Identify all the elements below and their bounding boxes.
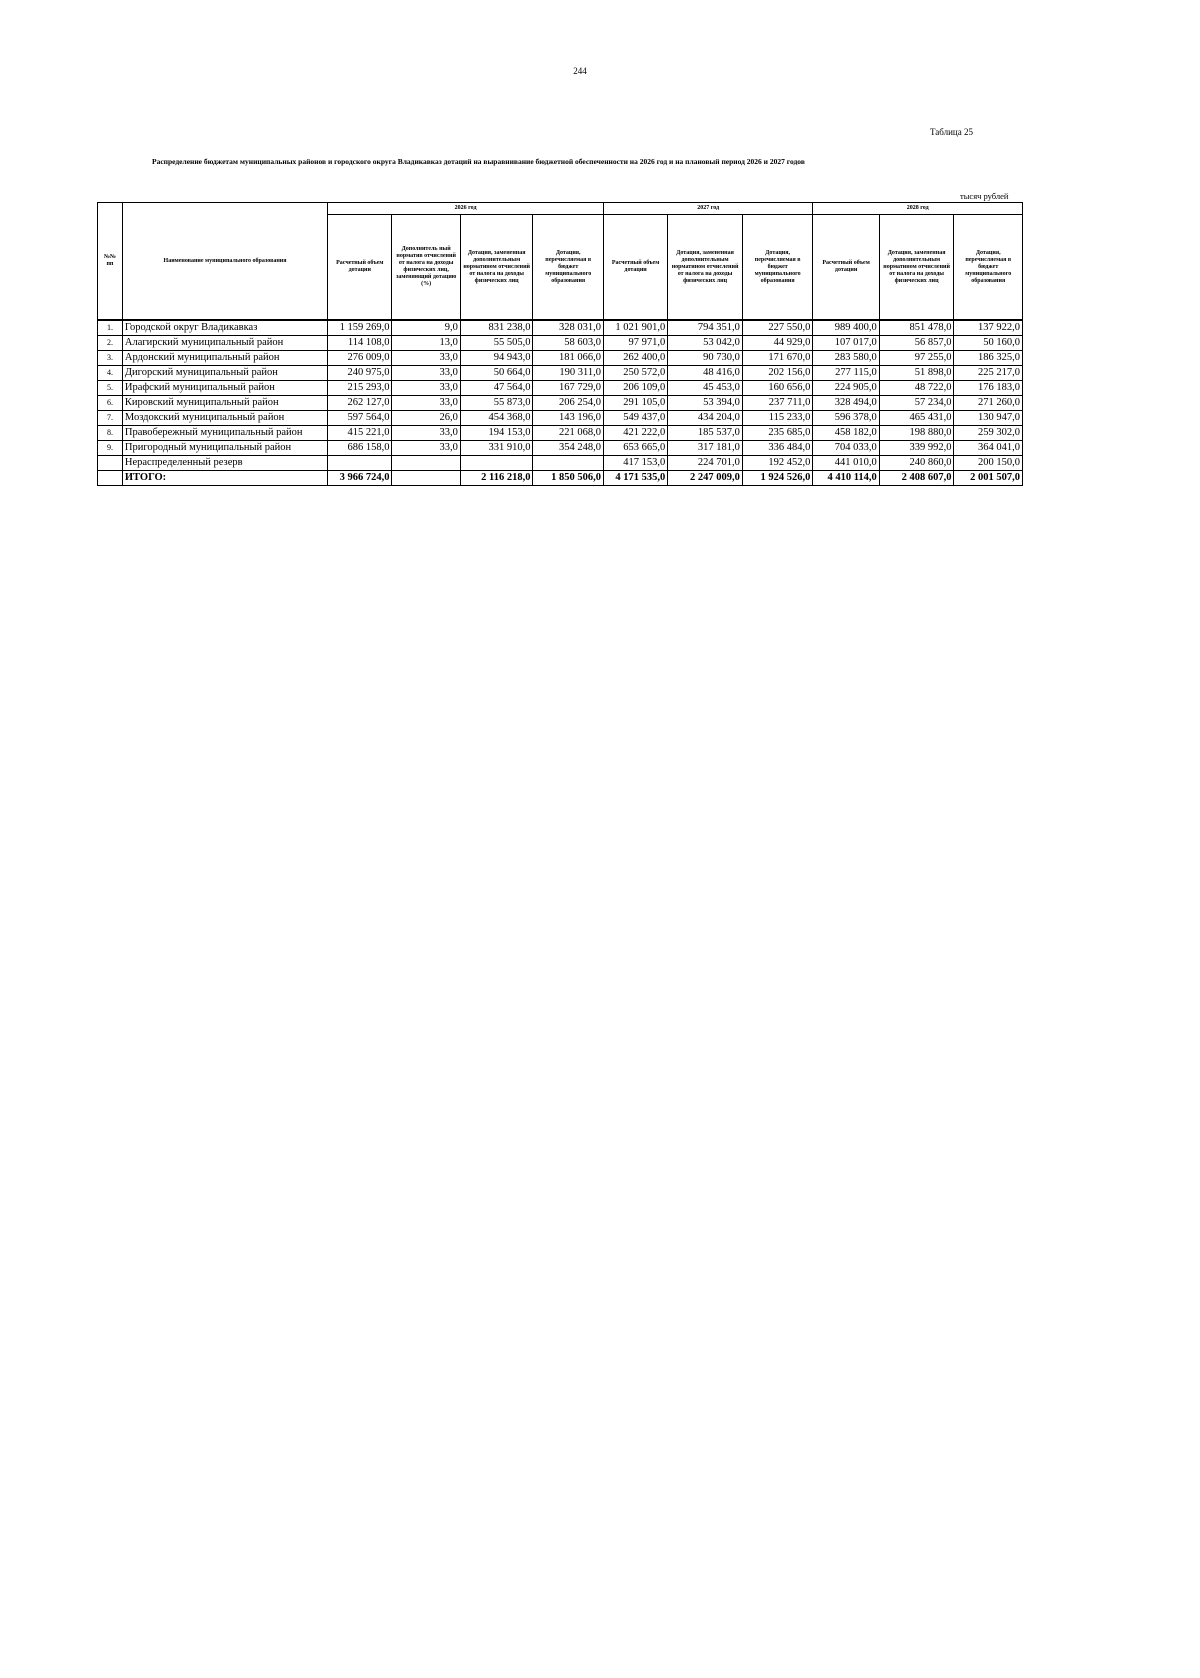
- row-value: 224 905,0: [813, 381, 879, 396]
- total-value: 2 408 607,0: [879, 471, 954, 486]
- row-value: 53 042,0: [668, 336, 743, 351]
- total-value: 4 171 535,0: [603, 471, 667, 486]
- row-number: 2.: [98, 336, 123, 351]
- row-value: 989 400,0: [813, 320, 879, 336]
- row-value: 276 009,0: [328, 351, 392, 366]
- row-value: 33,0: [392, 381, 460, 396]
- row-value: 317 181,0: [668, 441, 743, 456]
- row-number: 6.: [98, 396, 123, 411]
- row-value: [533, 456, 604, 471]
- row-number: 7.: [98, 411, 123, 426]
- row-name: Городской округ Владикавказ: [122, 320, 327, 336]
- header-2028-calc: Расчетный объем дотации: [813, 215, 879, 321]
- header-2026-norm: Дополнитель ный норматив отчислений от налога на доходы физических лиц, заменяющий дотацию (%): [392, 215, 460, 321]
- row-value: [328, 456, 392, 471]
- header-2027-transferred: Дотация, перечисляемая в бюджет муниципального образования: [742, 215, 813, 321]
- row-value: 181 066,0: [533, 351, 604, 366]
- row-value: 215 293,0: [328, 381, 392, 396]
- units-label: тысяч рублей: [960, 191, 1009, 201]
- row-value: 206 254,0: [533, 396, 604, 411]
- header-num: №№ пп: [98, 203, 123, 321]
- row-name: Кировский муниципальный район: [122, 396, 327, 411]
- row-value: 48 722,0: [879, 381, 954, 396]
- row-value: 686 158,0: [328, 441, 392, 456]
- row-value: 57 234,0: [879, 396, 954, 411]
- row-value: 831 238,0: [460, 320, 533, 336]
- row-value: 55 505,0: [460, 336, 533, 351]
- row-value: 1 159 269,0: [328, 320, 392, 336]
- row-value: 115 233,0: [742, 411, 813, 426]
- row-value: 549 437,0: [603, 411, 667, 426]
- row-value: 283 580,0: [813, 351, 879, 366]
- row-value: 221 068,0: [533, 426, 604, 441]
- row-value: 202 156,0: [742, 366, 813, 381]
- row-value: 339 992,0: [879, 441, 954, 456]
- row-value: 190 311,0: [533, 366, 604, 381]
- row-value: 130 947,0: [954, 411, 1023, 426]
- row-value: 33,0: [392, 426, 460, 441]
- row-value: 107 017,0: [813, 336, 879, 351]
- row-value: 240 975,0: [328, 366, 392, 381]
- row-value: 328 494,0: [813, 396, 879, 411]
- header-2028-transferred: Дотация, перечисляемая в бюджет муниципального образования: [954, 215, 1023, 321]
- row-number: 8.: [98, 426, 123, 441]
- table-row: [98, 441, 1023, 456]
- row-value: 51 898,0: [879, 366, 954, 381]
- row-value: 434 204,0: [668, 411, 743, 426]
- row-value: 90 730,0: [668, 351, 743, 366]
- row-value: 250 572,0: [603, 366, 667, 381]
- row-value: 441 010,0: [813, 456, 879, 471]
- row-value: 50 160,0: [954, 336, 1023, 351]
- header-year-2027: 2027 год: [603, 203, 812, 215]
- row-value: 194 153,0: [460, 426, 533, 441]
- row-value: 417 153,0: [603, 456, 667, 471]
- row-value: 192 452,0: [742, 456, 813, 471]
- row-value: 176 183,0: [954, 381, 1023, 396]
- row-value: 45 453,0: [668, 381, 743, 396]
- row-value: 185 537,0: [668, 426, 743, 441]
- row-value: 421 222,0: [603, 426, 667, 441]
- row-value: 465 431,0: [879, 411, 954, 426]
- table-row: [98, 366, 1023, 381]
- total-value: 1 850 506,0: [533, 471, 604, 486]
- row-value: 454 368,0: [460, 411, 533, 426]
- row-value: 596 378,0: [813, 411, 879, 426]
- row-value: 354 248,0: [533, 441, 604, 456]
- total-value: 1 924 526,0: [742, 471, 813, 486]
- row-value: [460, 456, 533, 471]
- row-value: 1 021 901,0: [603, 320, 667, 336]
- row-value: 227 550,0: [742, 320, 813, 336]
- table-row: [98, 320, 1023, 336]
- header-2026-transferred: Дотация, перечисляемая в бюджет муниципального образования: [533, 215, 604, 321]
- row-value: 198 880,0: [879, 426, 954, 441]
- row-value: 9,0: [392, 320, 460, 336]
- table-row: [98, 411, 1023, 426]
- row-number: 5.: [98, 381, 123, 396]
- row-value: 851 478,0: [879, 320, 954, 336]
- row-value: 794 351,0: [668, 320, 743, 336]
- header-year-2026: 2026 год: [328, 203, 604, 215]
- row-value: 48 416,0: [668, 366, 743, 381]
- total-value: 2 116 218,0: [460, 471, 533, 486]
- row-value: 259 302,0: [954, 426, 1023, 441]
- header-2027-calc: Расчетный объем дотации: [603, 215, 667, 321]
- row-value: 137 922,0: [954, 320, 1023, 336]
- row-name: Нераспределенный резерв: [122, 456, 327, 471]
- row-name: Правобережный муниципальный район: [122, 426, 327, 441]
- row-value: 50 664,0: [460, 366, 533, 381]
- row-value: 167 729,0: [533, 381, 604, 396]
- table-row: [98, 351, 1023, 366]
- row-value: 653 665,0: [603, 441, 667, 456]
- row-value: 171 670,0: [742, 351, 813, 366]
- row-value: 143 196,0: [533, 411, 604, 426]
- row-name: Ирафский муниципальный район: [122, 381, 327, 396]
- document-title: Распределение бюджетам муниципальных районов и городского округа Владикавказ дотаций на выравнивание бюджетной обеспеченности на 2026 год и на плановый период 2026 и 2027 годов: [152, 157, 805, 166]
- row-value: 262 400,0: [603, 351, 667, 366]
- row-value: 364 041,0: [954, 441, 1023, 456]
- row-value: [392, 456, 460, 471]
- header-2026-replaced: Дотация, замененная дополнительным норматином отчислений от налога на доходы физических лиц: [460, 215, 533, 321]
- row-value: 55 873,0: [460, 396, 533, 411]
- row-value: 206 109,0: [603, 381, 667, 396]
- row-value: 235 685,0: [742, 426, 813, 441]
- row-value: 33,0: [392, 441, 460, 456]
- row-name: Моздокский муниципальный район: [122, 411, 327, 426]
- row-name: Дигорский муниципальный район: [122, 366, 327, 381]
- table-row: [98, 456, 1023, 471]
- total-value: 3 966 724,0: [328, 471, 392, 486]
- header-2026-calc: Расчетный объем дотации: [328, 215, 392, 321]
- row-value: 224 701,0: [668, 456, 743, 471]
- total-number: [98, 471, 123, 486]
- table-label: Таблица 25: [930, 127, 973, 137]
- row-value: 56 857,0: [879, 336, 954, 351]
- row-value: 262 127,0: [328, 396, 392, 411]
- row-value: 597 564,0: [328, 411, 392, 426]
- total-value: [392, 471, 460, 486]
- row-value: 458 182,0: [813, 426, 879, 441]
- table-row: [98, 336, 1023, 351]
- row-value: 47 564,0: [460, 381, 533, 396]
- row-value: 336 484,0: [742, 441, 813, 456]
- table-row: [98, 426, 1023, 441]
- row-value: 291 105,0: [603, 396, 667, 411]
- row-number: 9.: [98, 441, 123, 456]
- row-value: 97 971,0: [603, 336, 667, 351]
- row-value: 58 603,0: [533, 336, 604, 351]
- row-value: 13,0: [392, 336, 460, 351]
- row-number: [98, 456, 123, 471]
- total-value: 4 410 114,0: [813, 471, 879, 486]
- total-value: 2 001 507,0: [954, 471, 1023, 486]
- row-value: 328 031,0: [533, 320, 604, 336]
- row-value: 33,0: [392, 351, 460, 366]
- row-name: Пригородный муниципальный район: [122, 441, 327, 456]
- table-row: [98, 381, 1023, 396]
- row-value: 160 656,0: [742, 381, 813, 396]
- header-year-2028: 2028 год: [813, 203, 1023, 215]
- row-number: 3.: [98, 351, 123, 366]
- total-row: [98, 471, 1023, 486]
- header-2028-replaced: Дотация, замененная дополнительным норматином отчислений от налога на доходы физических лиц: [879, 215, 954, 321]
- total-value: 2 247 009,0: [668, 471, 743, 486]
- row-number: 4.: [98, 366, 123, 381]
- row-name: Ардонский муниципальный район: [122, 351, 327, 366]
- row-value: 415 221,0: [328, 426, 392, 441]
- header-2027-replaced: Дотация, замененная дополнительным норматином отчислений от налога на доходы физических лиц: [668, 215, 743, 321]
- row-value: 53 394,0: [668, 396, 743, 411]
- row-value: 237 711,0: [742, 396, 813, 411]
- total-label: ИТОГО:: [122, 471, 327, 486]
- row-value: 331 910,0: [460, 441, 533, 456]
- row-value: 240 860,0: [879, 456, 954, 471]
- row-value: 277 115,0: [813, 366, 879, 381]
- row-value: 94 943,0: [460, 351, 533, 366]
- row-value: 44 929,0: [742, 336, 813, 351]
- table-row: [98, 396, 1023, 411]
- row-number: 1.: [98, 320, 123, 336]
- header-name: Наименование муниципального образования: [122, 203, 327, 321]
- row-value: 33,0: [392, 366, 460, 381]
- row-value: 225 217,0: [954, 366, 1023, 381]
- row-value: 33,0: [392, 396, 460, 411]
- row-value: 26,0: [392, 411, 460, 426]
- row-value: 97 255,0: [879, 351, 954, 366]
- row-value: 200 150,0: [954, 456, 1023, 471]
- row-value: 704 033,0: [813, 441, 879, 456]
- row-value: 114 108,0: [328, 336, 392, 351]
- row-name: Алагирский муниципальный район: [122, 336, 327, 351]
- row-value: 271 260,0: [954, 396, 1023, 411]
- row-value: 186 325,0: [954, 351, 1023, 366]
- page-number: 244: [573, 66, 587, 76]
- subsidy-table: [97, 202, 1023, 486]
